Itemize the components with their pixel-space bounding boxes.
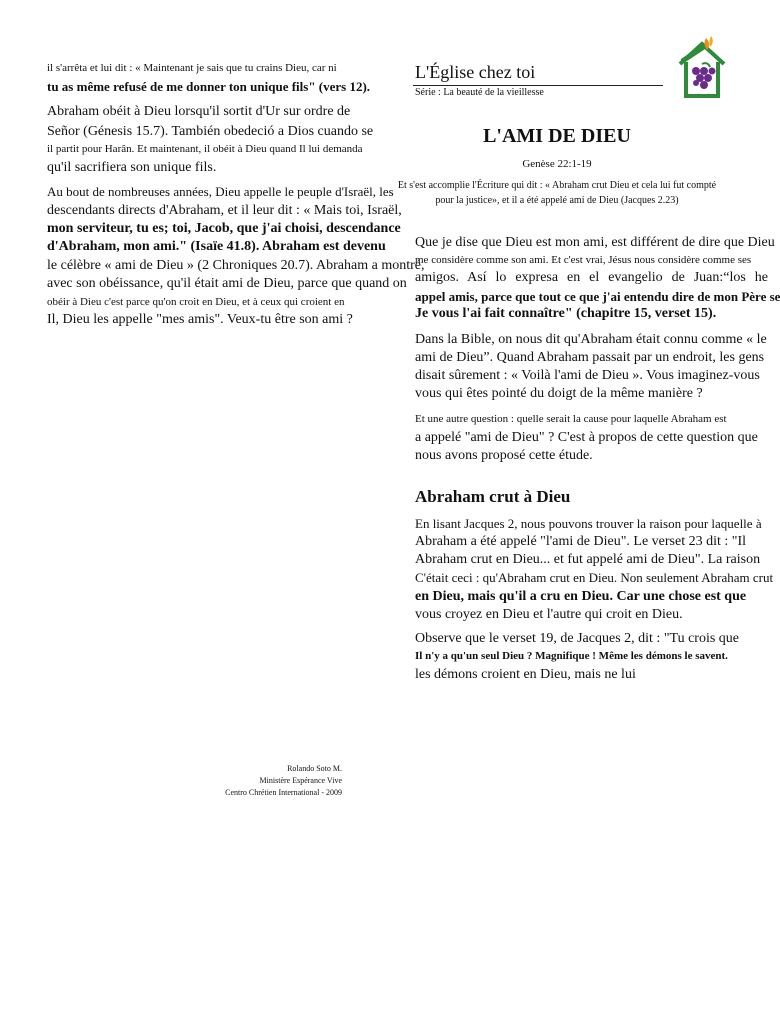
paragraph-line: il s'arrêta et lui dit : « Maintenant je sais que tu crains Dieu, car ni [47,62,337,74]
paragraph-line: me considère comme son ami. Et c'est vrai, Jésus nous considère comme ses [415,254,752,266]
paragraph-line: descendants directs d'Abraham, et il leur dit : « Mais toi, Israël, [47,203,402,218]
paragraph-line: amigos. Así lo expresa en el evangelio de Juan:“los he [415,270,768,285]
paragraph-line: il partit pour Harân. Et maintenant, il obéit à Dieu quand Il lui demanda [47,143,363,155]
paragraph-line: Je vous l'ai fait connaître" (chapitre 15, verset 15). [415,306,717,321]
paragraph-line: Il, Dieu les appelle "mes amis". Veux-tu être son ami ? [47,312,353,327]
paragraph-line: le célèbre « ami de Dieu » (2 Chroniques 20.7). Abraham a montré, [47,258,425,273]
house-grapes-icon [676,34,728,100]
paragraph-line: Abraham crut en Dieu... et fut appelé ami de Dieu". La raison [415,552,761,567]
signature-ministry: Ministère Espérance Vive [259,776,342,785]
paragraph-line: qu'il sacrifiera son unique fils. [47,160,217,175]
paragraph-line: vous qui êtes pointé du doigt de la même manière ? [415,386,703,401]
header-subtitle: Série : La beauté de la vieillesse [415,87,544,98]
signature-name: Rolando Soto M. [287,764,342,773]
scripture-reference: Genèse 22:1-19 [522,158,592,170]
paragraph-line: Que je dise que Dieu est mon ami, est différent de dire que Dieu [415,235,775,250]
paragraph-line: Au bout de nombreuses années, Dieu appelle le peuple d'Israël, les [47,184,394,199]
house-grapes-logo [676,34,728,100]
paragraph-line: mon serviteur, tu es; toi, Jacob, que j'ai choisi, descendance [47,221,401,236]
paragraph-line: Et une autre question : quelle serait la cause pour laquelle Abraham est [415,413,727,425]
epigraph-line: Et s'est accomplie l'Écriture qui dit : « Abraham crut Dieu et cela lui fut compté [397,180,717,191]
epigraph-line: pour la justice», et il a été appelé ami de Dieu (Jacques 2.23) [435,195,679,206]
paragraph-line: C'était ceci : qu'Abraham crut en Dieu. Non seulement Abraham crut [415,570,774,585]
paragraph-line: disait sûrement : « Voilà l'ami de Dieu ». Vous imaginez-vous [415,368,760,383]
study-title: L'AMI DE DIEU [483,125,631,147]
paragraph-line: ami de Dieu”. Quand Abraham passait par un endroit, les gens [415,350,765,365]
paragraph-line: Il n'y a qu'un seul Dieu ? Magnifique ! Même les démons le savent. [415,650,728,662]
header-title: L'Église chez toi [415,62,536,82]
paragraph-line: Señor (Génesis 15.7). También obedeció a Dios cuando se [47,124,374,139]
paragraph-line: Abraham obéit à Dieu lorsqu'il sortit d'Ur sur ordre de [47,104,351,119]
paragraph-line: nous avons proposé cette étude. [415,448,593,463]
paragraph-line: d'Abraham, mon ami." (Isaïe 41.8). Abraham est devenu [47,239,386,254]
paragraph-line: tu as même refusé de me donner ton unique fils" (vers 12). [47,79,371,94]
section-heading: Abraham crut à Dieu [415,487,571,506]
paragraph-line: les démons croient en Dieu, mais ne lui [415,667,636,682]
paragraph-line: En lisant Jacques 2, nous pouvons trouver la raison pour laquelle à [415,516,762,531]
header-rule [413,85,663,86]
signature-block [225,763,342,799]
signature-center: Centro Chrétien International - 2009 [225,788,342,797]
paragraph-line: obéir à Dieu c'est parce qu'on croit en Dieu, et à ceux qui croient en [47,296,345,308]
paragraph-line: Dans la Bible, on nous dit qu'Abraham était connu comme « le [415,332,767,347]
paragraph-line: appel amis, parce que tout ce que j'ai entendu dire de mon Père se [415,289,780,304]
paragraph-line: a appelé "ami de Dieu" ? C'est à propos de cette question que [415,430,758,445]
paragraph-line: avec son obéissance, qu'il était ami de Dieu, parce que quand on [47,276,407,291]
paragraph-line: Abraham a été appelé "l'ami de Dieu". Le verset 23 dit : "Il [415,534,747,549]
paragraph-line: en Dieu, mais qu'il a cru en Dieu. Car une chose est que [415,589,747,604]
paragraph-line: vous croyez en Dieu et l'autre qui croit en Dieu. [415,607,683,622]
paragraph-line: Observe que le verset 19, de Jacques 2, dit : "Tu crois que [415,631,740,646]
